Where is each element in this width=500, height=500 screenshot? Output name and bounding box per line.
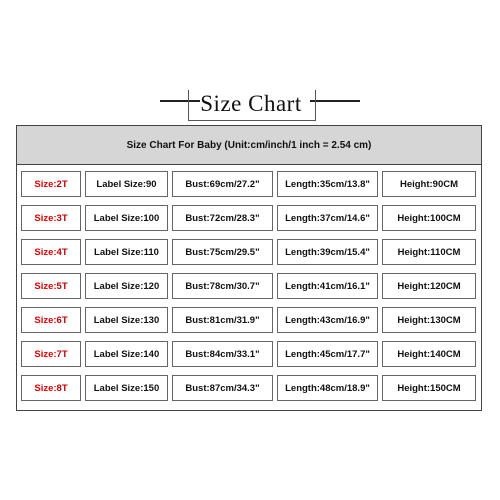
size-chart-table bbox=[16, 125, 482, 411]
bust-cell: Bust:78cm/30.7" bbox=[172, 273, 273, 299]
size-prefix: Size: bbox=[34, 348, 57, 360]
size-cell bbox=[21, 307, 81, 333]
length-cell: Length:35cm/13.8" bbox=[277, 171, 378, 197]
label-size-cell: Label Size:90 bbox=[85, 171, 168, 197]
size-cell bbox=[21, 239, 81, 265]
table-header-text: Size Chart For Baby (Unit:cm/inch/1 inch = 2.54 cm) bbox=[126, 139, 372, 151]
height-cell: Height:140CM bbox=[382, 341, 476, 367]
table-row bbox=[17, 168, 481, 200]
size-cell bbox=[21, 273, 81, 299]
size-prefix: Size: bbox=[34, 314, 57, 326]
size-cell bbox=[21, 341, 81, 367]
bust-cell: Bust:84cm/33.1" bbox=[172, 341, 273, 367]
height-cell: Height:130CM bbox=[382, 307, 476, 333]
table-row bbox=[17, 372, 481, 404]
length-cell: Length:39cm/15.4" bbox=[277, 239, 378, 265]
size-prefix: Size: bbox=[34, 280, 57, 292]
length-cell: Length:37cm/14.6" bbox=[277, 205, 378, 231]
size-prefix: Size: bbox=[34, 212, 57, 224]
size-value: 8T bbox=[56, 382, 68, 394]
size-prefix: Size: bbox=[34, 178, 57, 190]
table-row bbox=[17, 236, 481, 268]
table-row bbox=[17, 338, 481, 370]
page-title: Size Chart bbox=[200, 91, 302, 116]
height-cell: Height:150CM bbox=[382, 375, 476, 401]
title-area bbox=[0, 88, 500, 128]
length-cell: Length:41cm/16.1" bbox=[277, 273, 378, 299]
bust-cell: Bust:87cm/34.3" bbox=[172, 375, 273, 401]
size-value: 3T bbox=[56, 212, 68, 224]
length-cell: Length:45cm/17.7" bbox=[277, 341, 378, 367]
size-prefix: Size: bbox=[34, 246, 57, 258]
title-line-right bbox=[310, 100, 360, 102]
label-size-cell: Label Size:150 bbox=[85, 375, 168, 401]
table-body bbox=[17, 165, 481, 410]
height-cell: Height:100CM bbox=[382, 205, 476, 231]
length-cell: Length:43cm/16.9" bbox=[277, 307, 378, 333]
size-value: 6T bbox=[56, 314, 68, 326]
bust-cell: Bust:81cm/31.9" bbox=[172, 307, 273, 333]
size-value: 4T bbox=[56, 246, 68, 258]
size-value: 7T bbox=[56, 348, 68, 360]
length-cell: Length:48cm/18.9" bbox=[277, 375, 378, 401]
table-row bbox=[17, 270, 481, 302]
bust-cell: Bust:69cm/27.2" bbox=[172, 171, 273, 197]
size-cell bbox=[21, 375, 81, 401]
size-cell bbox=[21, 205, 81, 231]
height-cell: Height:120CM bbox=[382, 273, 476, 299]
bust-cell: Bust:75cm/29.5" bbox=[172, 239, 273, 265]
size-value: 5T bbox=[56, 280, 68, 292]
size-cell bbox=[21, 171, 81, 197]
label-size-cell: Label Size:140 bbox=[85, 341, 168, 367]
label-size-cell: Label Size:120 bbox=[85, 273, 168, 299]
size-value: 2T bbox=[56, 178, 68, 190]
size-prefix: Size: bbox=[34, 382, 57, 394]
table-row bbox=[17, 202, 481, 234]
bust-cell: Bust:72cm/28.3" bbox=[172, 205, 273, 231]
table-row bbox=[17, 304, 481, 336]
label-size-cell: Label Size:110 bbox=[85, 239, 168, 265]
label-size-cell: Label Size:130 bbox=[85, 307, 168, 333]
height-cell: Height:90CM bbox=[382, 171, 476, 197]
table-header bbox=[17, 126, 481, 165]
label-size-cell: Label Size:100 bbox=[85, 205, 168, 231]
height-cell: Height:110CM bbox=[382, 239, 476, 265]
